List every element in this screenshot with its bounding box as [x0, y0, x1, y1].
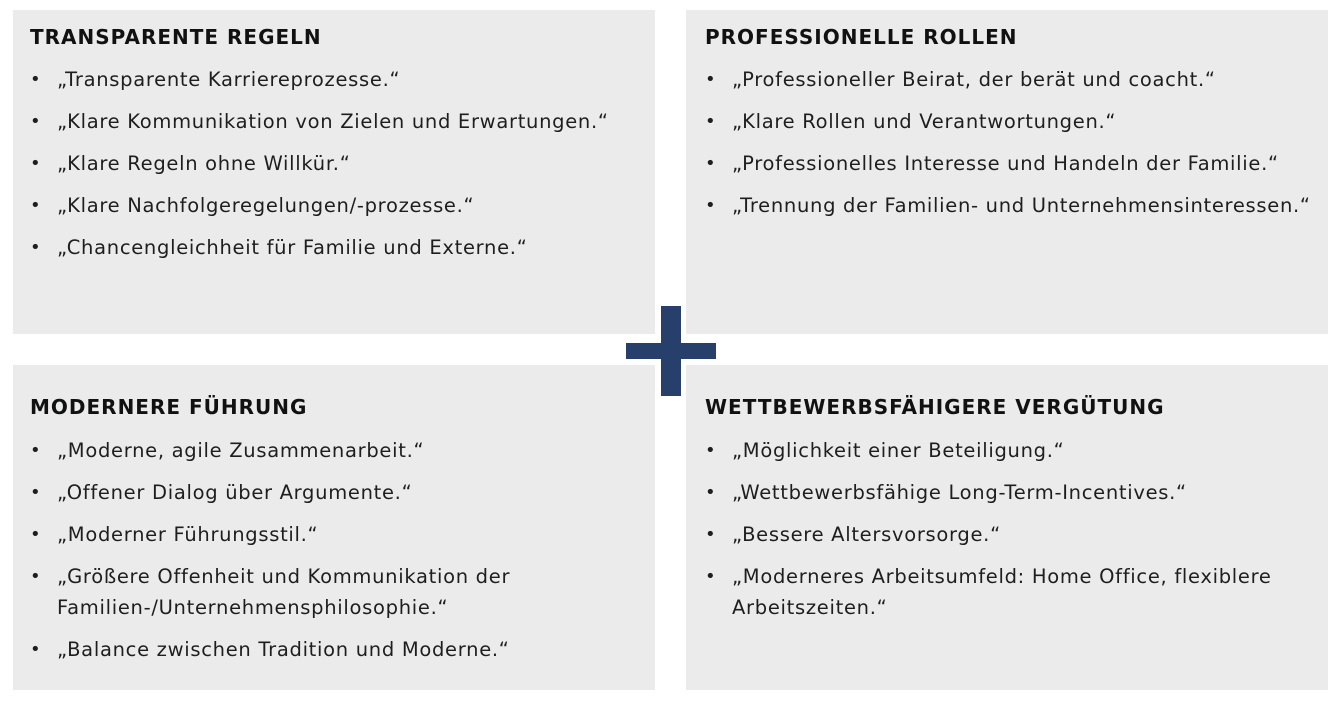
list-item — [30, 561, 639, 623]
panel-title: MODERNERE FÜHRUNG — [30, 395, 308, 419]
list-item-text: „Klare Kommunikation von Zielen und Erwartungen.“ — [57, 110, 609, 133]
bullet-icon: • — [705, 482, 717, 503]
list-item — [705, 435, 1312, 466]
list-item — [705, 519, 1312, 550]
list-item — [705, 190, 1312, 221]
list-item-text: „Bessere Altersvorsorge.“ — [732, 523, 1001, 546]
list-item — [30, 190, 639, 221]
list-item — [705, 64, 1312, 95]
list-item — [30, 435, 639, 466]
list-item-text: „Balance zwischen Tradition und Moderne.“ — [57, 638, 510, 661]
bullet-list — [705, 435, 1312, 634]
panel-wettbewerbsfaehigere-verguetung — [686, 365, 1328, 690]
bullet-icon: • — [30, 69, 42, 90]
list-item — [30, 232, 639, 263]
list-item — [30, 148, 639, 179]
bullet-icon: • — [30, 237, 42, 258]
bullet-icon: • — [30, 153, 42, 174]
list-item-text: „Moderne, agile Zusammenarbeit.“ — [57, 439, 425, 462]
bullet-icon: • — [30, 566, 42, 587]
list-item — [705, 106, 1312, 137]
bullet-icon: • — [705, 524, 717, 545]
panel-title: TRANSPARENTE REGELN — [30, 25, 322, 49]
bullet-icon: • — [705, 69, 717, 90]
list-item-text: „Wettbewerbsfähige Long-Term-Incentives.“ — [732, 481, 1187, 504]
bullet-list — [30, 64, 639, 274]
panel-transparente-regeln — [13, 10, 655, 334]
list-item — [705, 561, 1312, 623]
bullet-list — [705, 64, 1312, 232]
bullet-icon: • — [705, 440, 717, 461]
list-item — [705, 148, 1312, 179]
list-item-text: „Klare Rollen und Verantwortungen.“ — [732, 110, 1117, 133]
list-item-text: „Transparente Karriereprozesse.“ — [57, 68, 401, 91]
bullet-icon: • — [705, 153, 717, 174]
list-item-text: „Moderneres Arbeitsumfeld: Home Office, flexiblere Arbeitszeiten.“ — [732, 565, 1272, 619]
bullet-icon: • — [705, 566, 717, 587]
list-item-text: „Klare Regeln ohne Willkür.“ — [57, 152, 351, 175]
bullet-icon: • — [30, 440, 42, 461]
list-item-text: „Möglichkeit einer Beteiligung.“ — [732, 439, 1065, 462]
panel-professionelle-rollen — [686, 10, 1328, 334]
bullet-icon: • — [30, 482, 42, 503]
list-item-text: „Offener Dialog über Argumente.“ — [57, 481, 413, 504]
list-item-text: „Moderner Führungsstil.“ — [57, 523, 319, 546]
list-item-text: „Chancengleichheit für Familie und Externe.“ — [57, 236, 528, 259]
panel-title: WETTBEWERBSFÄHIGERE VERGÜTUNG — [705, 395, 1165, 419]
list-item — [30, 634, 639, 665]
bullet-icon: • — [705, 195, 717, 216]
list-item — [30, 477, 639, 508]
list-item — [705, 477, 1312, 508]
list-item — [30, 519, 639, 550]
list-item-text: „Größere Offenheit und Kommunikation der Familien-/Unternehmensphilosophie.“ — [57, 565, 511, 619]
plus-center-fill — [626, 343, 716, 359]
bullet-icon: • — [30, 111, 42, 132]
panel-title: PROFESSIONELLE ROLLEN — [705, 25, 1018, 49]
list-item-text: „Professionelles Interesse und Handeln der Familie.“ — [732, 152, 1279, 175]
bullet-icon: • — [30, 195, 42, 216]
bullet-icon: • — [705, 111, 717, 132]
list-item — [30, 106, 639, 137]
list-item-text: „Professioneller Beirat, der berät und coacht.“ — [732, 68, 1216, 91]
panel-modernere-fuehrung — [13, 365, 655, 690]
plus-icon — [624, 304, 718, 398]
bullet-list — [30, 435, 639, 676]
list-item-text: „Klare Nachfolgeregelungen/-prozesse.“ — [57, 194, 475, 217]
bullet-icon: • — [30, 524, 42, 545]
list-item-text: „Trennung der Familien- und Unternehmensinteressen.“ — [732, 194, 1311, 217]
list-item — [30, 64, 639, 95]
bullet-icon: • — [30, 639, 42, 660]
